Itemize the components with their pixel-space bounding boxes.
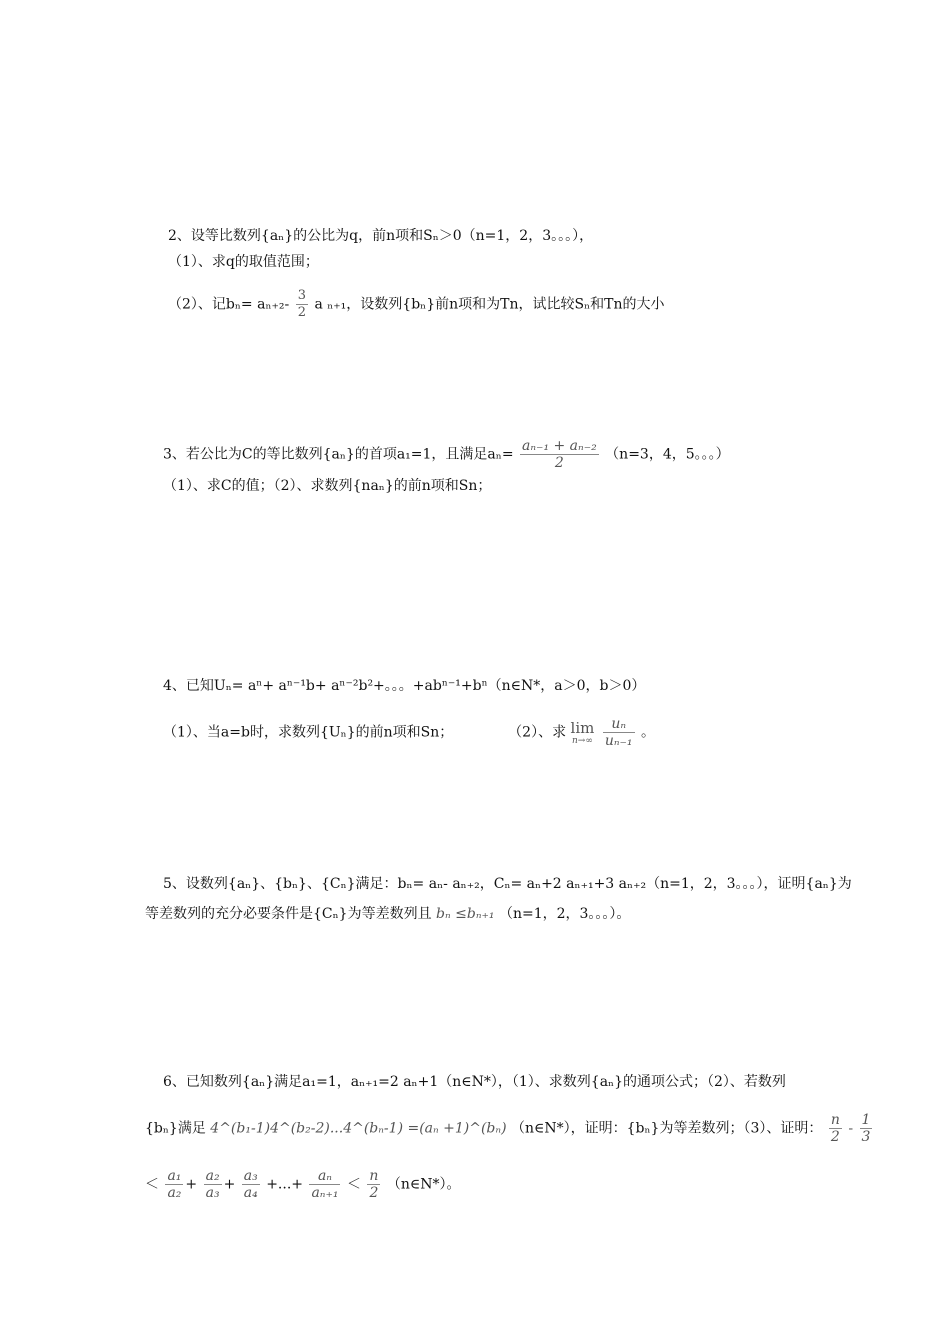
problem-6-line-3: ＜ $\frac{\text{a₁}}{\text{a₂}}$ + $\frac{\text{a₂}}{\text{a₃}}$ + $\frac{\text{a₃}}{\text{a₄}}$ +...+ $\frac{\text{aₙ}}{\text{aₙ₊₁}}$ ＜ $\frac{n}{2}$ （n∈N*）。: [145, 1168, 461, 1201]
problem-2-line-3: [168, 288, 665, 321]
problem-5-line-1: 5、设数列{aₙ}、{bₙ}、{Cₙ}满足：bₙ= aₙ- aₙ₊₂，Cₙ= aₙ+2 aₙ₊₁+3 aₙ₊₂（n=1，2，3。。。），证明{aₙ}为: [163, 876, 852, 892]
fraction-three-halves: $\frac{3}{2}$: [297, 288, 306, 320]
fraction-a3-a4: $\frac{\text{a₃}}{\text{a₄}}$: [243, 1168, 258, 1201]
problem-2-text-b: a ₙ₊₁，设数列{bₙ}前n项和为Tn，试比较Sₙ和Tn的大小: [314, 296, 665, 313]
problem-2-line-2: （1）、求q的取值范围；: [168, 254, 319, 270]
problem-6-text-a: {bₙ}满足: [145, 1120, 206, 1137]
problem-2-line-1: 2、设等比数列{aₙ}的公比为q，前n项和Sₙ＞0（n=1，2，3。。。），: [168, 228, 594, 244]
limit-operator: lim n→∞: [570, 718, 595, 746]
problem-5-line-2: [145, 904, 630, 924]
problem-3-line-2: （1）、求C的值；（2）、求数列{naₙ}的前n项和Sn；: [163, 478, 492, 494]
problem-2-text-a: （2）、记bₙ= aₙ₊₂-: [168, 296, 290, 313]
less-than-2: ＜: [346, 1176, 361, 1193]
problem-4-text-c: 。: [640, 724, 655, 741]
problem-4-line-1: 4、已知Uₙ= aⁿ+ aⁿ⁻¹b+ aⁿ⁻²b²+。。。+abⁿ⁻¹+bⁿ（n∈N*，a＞0，b＞0）: [163, 678, 646, 694]
problem-6-line-1: 6、已知数列{aₙ}满足a₁=1，aₙ₊₁=2 aₙ+1（n∈N*），（1）、求数列{aₙ}的通项公式；（2）、若数列: [163, 1074, 786, 1090]
fraction-u-ratio: $\frac{\text{uₙ}}{\text{uₙ₋₁}}$: [604, 716, 633, 749]
problem-6-text-b: （n∈N*），证明：{bₙ}为等差数列；（3）、证明：: [511, 1120, 823, 1137]
fraction-a1-a2: $\frac{\text{a₁}}{\text{a₂}}$: [167, 1168, 182, 1201]
problem-4-text-a: （1）、当a=b时，求数列{Uₙ}的前n项和Sn；: [163, 724, 454, 741]
fraction-recurrence: $\frac{\text{aₙ₋₁ + aₙ₋₂}}{2}$: [522, 438, 597, 471]
problem-4-text-b: （2）、求: [508, 724, 567, 741]
problem-3-line-1: [163, 438, 730, 471]
problem-4-line-2: [163, 716, 655, 749]
ellipsis-plus: +...+: [266, 1176, 303, 1193]
problem-6-text-end: （n∈N*）。: [386, 1176, 461, 1193]
problem-5-text-b: （n=1，2，3。。。）。: [498, 906, 631, 922]
problem-5-text-a: 等差数列的充分必要条件是{Cₙ}为等差数列且: [145, 906, 432, 922]
problem-3-text-a: 3、若公比为C的等比数列{aₙ}的首项a₁=1，且满足aₙ=: [163, 446, 514, 463]
fraction-n-half: $\frac{n}{2}$: [830, 1112, 840, 1145]
fraction-n-over-2: $\frac{n}{2}$: [369, 1168, 379, 1201]
inequality-b: bₙ ≤bₙ₊₁: [436, 906, 495, 922]
fraction-an-an1: $\frac{\text{aₙ}}{\text{aₙ₊₁}}$: [311, 1168, 339, 1201]
less-than-1: ＜: [145, 1176, 159, 1193]
problem-3-text-b: （n=3，4，5。。。）: [605, 446, 730, 463]
problem-6-line-2: [145, 1112, 874, 1145]
power-product-expression: 4^(b₁-1)4^(b₂-2)...4^(bₙ-1) =(aₙ +1)^(bₙ): [210, 1120, 507, 1137]
minus-sign: -: [848, 1120, 854, 1137]
fraction-a2-a3: $\frac{\text{a₂}}{\text{a₃}}$: [205, 1168, 220, 1201]
fraction-one-third: $\frac{1}{3}$: [861, 1112, 871, 1145]
